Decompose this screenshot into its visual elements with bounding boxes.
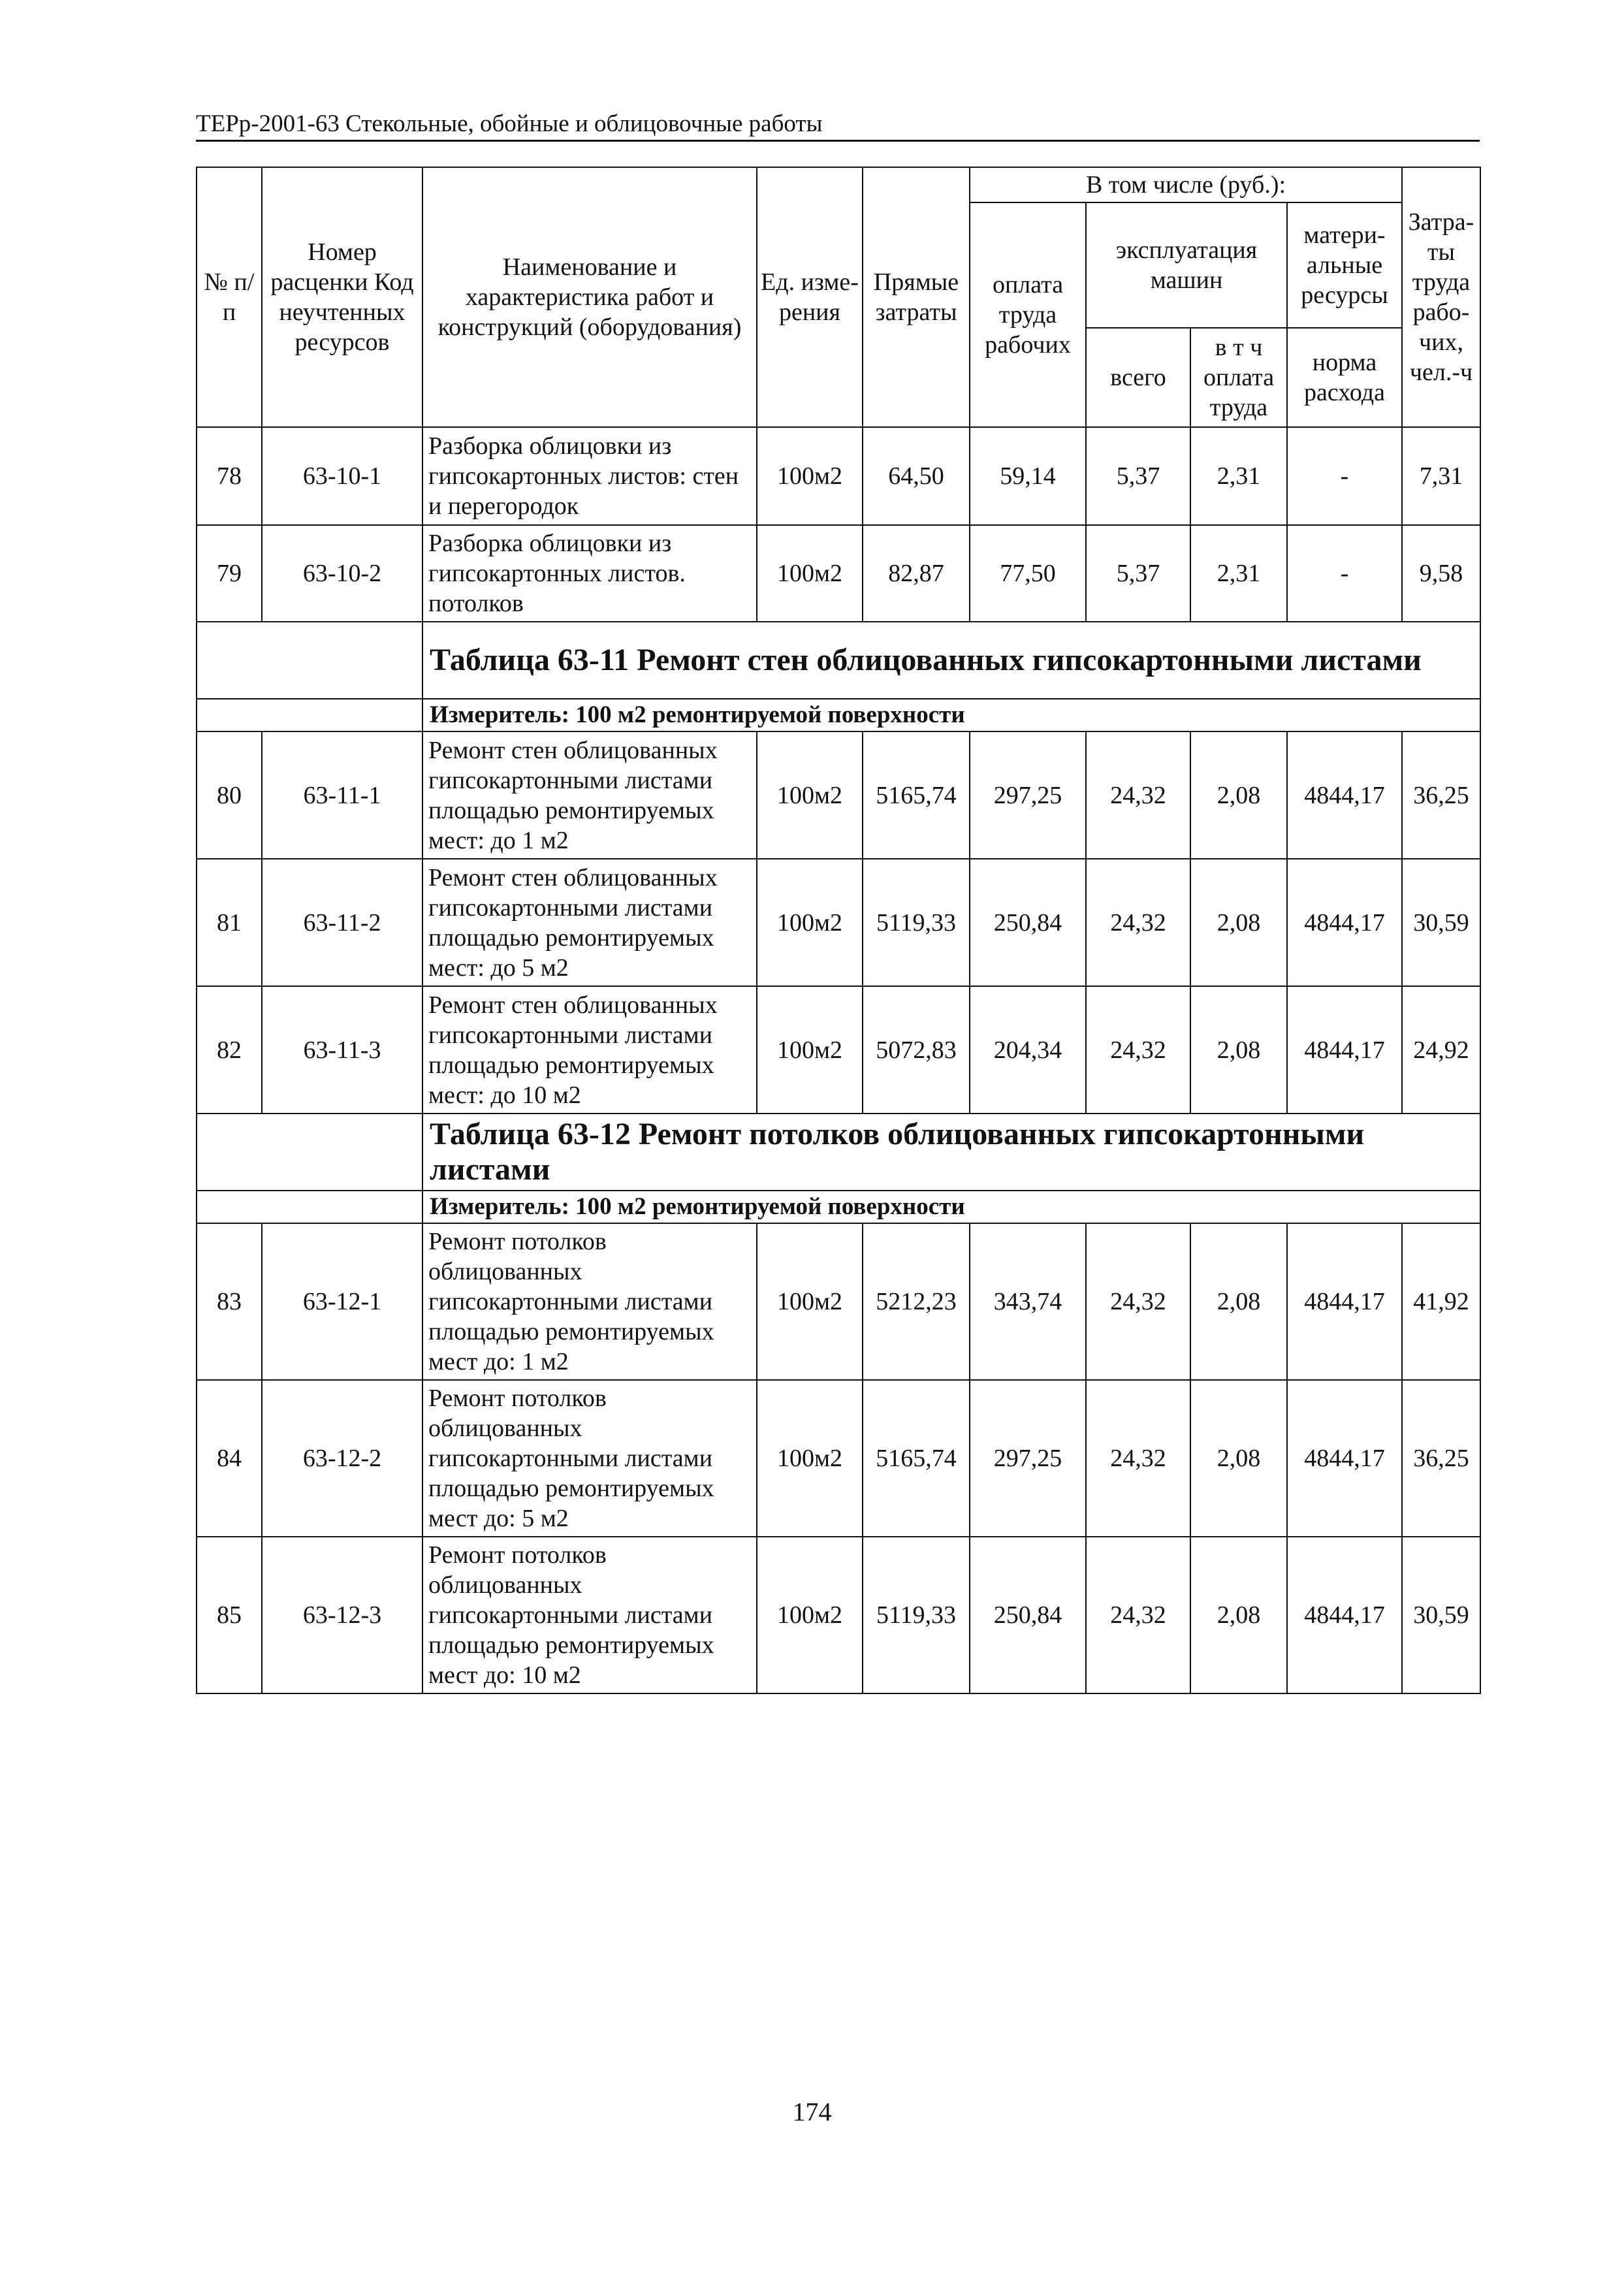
row-labor: 9,58 [1402, 525, 1480, 622]
row-num: 85 [197, 1537, 262, 1693]
row-pay: 343,74 [970, 1223, 1086, 1380]
row-num: 78 [197, 427, 262, 525]
row-mach: 24,32 [1086, 1537, 1190, 1693]
table-title: Таблица 63-11 Ремонт стен облицованных гипсокартонными листами [422, 622, 1480, 699]
row-direct: 82,87 [863, 525, 970, 622]
row-num: 83 [197, 1223, 262, 1380]
header-unit: Ед. изме-рения [757, 167, 863, 427]
row-code: 63-12-3 [262, 1537, 422, 1693]
row-unit: 100м2 [757, 427, 863, 525]
document-header: ТЕРр-2001-63 Стекольные, обойные и облицовочные работы [196, 110, 1480, 142]
table-row [197, 859, 1480, 986]
row-name: Разборка облицовки из гипсокартонных листов. потолков [422, 525, 757, 622]
row-direct: 5165,74 [863, 1380, 970, 1537]
row-pay: 204,34 [970, 986, 1086, 1114]
row-name: Ремонт потолков облицованных гипсокартонными листами площадью ремонтируемых мест до: 1 м2 [422, 1223, 757, 1380]
row-mach-pay: 2,08 [1190, 1223, 1287, 1380]
row-unit: 100м2 [757, 525, 863, 622]
header-materials: матери-альные ресурсы [1287, 202, 1402, 328]
row-pay: 77,50 [970, 525, 1086, 622]
header-machines: эксплуатация машин [1086, 202, 1287, 328]
table-title: Таблица 63-12 Ремонт потолков облицованных гипсокартонными листами [422, 1114, 1480, 1191]
header-direct: Прямые затраты [863, 167, 970, 427]
row-mat: 4844,17 [1287, 1223, 1402, 1380]
row-mach-pay: 2,08 [1190, 731, 1287, 859]
table-row [197, 1380, 1480, 1537]
table-row [197, 986, 1480, 1114]
table-row [197, 731, 1480, 859]
row-mach: 5,37 [1086, 427, 1190, 525]
row-code: 63-12-1 [262, 1223, 422, 1380]
row-code: 63-11-2 [262, 859, 422, 986]
row-mach: 24,32 [1086, 1223, 1190, 1380]
table-row [197, 1223, 1480, 1380]
measure-row [197, 699, 1480, 731]
row-mach-pay: 2,08 [1190, 1537, 1287, 1693]
row-mat: 4844,17 [1287, 986, 1402, 1114]
row-mach: 5,37 [1086, 525, 1190, 622]
table-title-row [197, 1114, 1480, 1191]
row-mat: 4844,17 [1287, 1537, 1402, 1693]
row-name: Разборка облицовки из гипсокартонных листов: стен и перегородок [422, 427, 757, 525]
row-num: 80 [197, 731, 262, 859]
row-direct: 5072,83 [863, 986, 970, 1114]
measure-row [197, 1191, 1480, 1223]
row-mat: - [1287, 525, 1402, 622]
header-mach-total: всего [1086, 328, 1190, 427]
table-row [197, 427, 1480, 525]
row-unit: 100м2 [757, 859, 863, 986]
header-labor: Затра-ты труда рабо-чих, чел.-ч [1402, 167, 1480, 427]
header-num: № п/п [197, 167, 262, 427]
row-num: 81 [197, 859, 262, 986]
row-code: 63-11-1 [262, 731, 422, 859]
row-name: Ремонт стен облицованных гипсокартонными листами площадью ремонтируемых мест: до 1 м2 [422, 731, 757, 859]
header-pay: оплата труда рабочих [970, 202, 1086, 427]
row-mach-pay: 2,08 [1190, 1380, 1287, 1537]
header-mat-norm: норма расхода [1287, 328, 1402, 427]
row-mat: - [1287, 427, 1402, 525]
row-pay: 250,84 [970, 859, 1086, 986]
row-code: 63-12-2 [262, 1380, 422, 1537]
row-unit: 100м2 [757, 986, 863, 1114]
row-labor: 7,31 [1402, 427, 1480, 525]
header-mach-pay: в т ч оплата труда [1190, 328, 1287, 427]
row-unit: 100м2 [757, 1537, 863, 1693]
row-mach: 24,32 [1086, 986, 1190, 1114]
row-mach-pay: 2,31 [1190, 427, 1287, 525]
row-pay: 250,84 [970, 1537, 1086, 1693]
row-num: 79 [197, 525, 262, 622]
row-unit: 100м2 [757, 1223, 863, 1380]
row-code: 63-11-3 [262, 986, 422, 1114]
row-mach-pay: 2,31 [1190, 525, 1287, 622]
header-code: Номер расценки Код неучтенных ресурсов [262, 167, 422, 427]
row-labor: 30,59 [1402, 859, 1480, 986]
row-name: Ремонт стен облицованных гипсокартонными листами площадью ремонтируемых мест: до 10 м2 [422, 986, 757, 1114]
row-mach-pay: 2,08 [1190, 986, 1287, 1114]
table-row [197, 525, 1480, 622]
row-unit: 100м2 [757, 1380, 863, 1537]
row-pay: 297,25 [970, 731, 1086, 859]
header-name: Наименование и характеристика работ и конструкций (оборудования) [422, 167, 757, 427]
page-number: 174 [792, 2097, 832, 2126]
row-mat: 4844,17 [1287, 1380, 1402, 1537]
row-labor: 24,92 [1402, 986, 1480, 1114]
row-code: 63-10-1 [262, 427, 422, 525]
row-mat: 4844,17 [1287, 859, 1402, 986]
row-direct: 5119,33 [863, 1537, 970, 1693]
row-code: 63-10-2 [262, 525, 422, 622]
measure-unit: Измеритель: 100 м2 ремонтируемой поверхности [422, 1191, 1480, 1223]
row-direct: 5119,33 [863, 859, 970, 986]
row-labor: 41,92 [1402, 1223, 1480, 1380]
header-including: В том числе (руб.): [970, 167, 1402, 202]
row-mach: 24,32 [1086, 859, 1190, 986]
row-direct: 5165,74 [863, 731, 970, 859]
row-num: 84 [197, 1380, 262, 1537]
rates-table [196, 167, 1481, 1694]
row-name: Ремонт стен облицованных гипсокартонными листами площадью ремонтируемых мест: до 5 м2 [422, 859, 757, 986]
row-num: 82 [197, 986, 262, 1114]
row-direct: 5212,23 [863, 1223, 970, 1380]
row-name: Ремонт потолков облицованных гипсокартонными листами площадью ремонтируемых мест до: 10 м2 [422, 1537, 757, 1693]
row-mach-pay: 2,08 [1190, 859, 1287, 986]
row-name: Ремонт потолков облицованных гипсокартонными листами площадью ремонтируемых мест до: 5 м2 [422, 1380, 757, 1537]
row-labor: 30,59 [1402, 1537, 1480, 1693]
table-row [197, 1537, 1480, 1693]
row-pay: 59,14 [970, 427, 1086, 525]
table-title-row [197, 622, 1480, 699]
row-labor: 36,25 [1402, 1380, 1480, 1537]
row-mach: 24,32 [1086, 731, 1190, 859]
row-mach: 24,32 [1086, 1380, 1190, 1537]
row-labor: 36,25 [1402, 731, 1480, 859]
row-mat: 4844,17 [1287, 731, 1402, 859]
measure-unit: Измеритель: 100 м2 ремонтируемой поверхности [422, 699, 1480, 731]
row-unit: 100м2 [757, 731, 863, 859]
row-pay: 297,25 [970, 1380, 1086, 1537]
row-direct: 64,50 [863, 427, 970, 525]
